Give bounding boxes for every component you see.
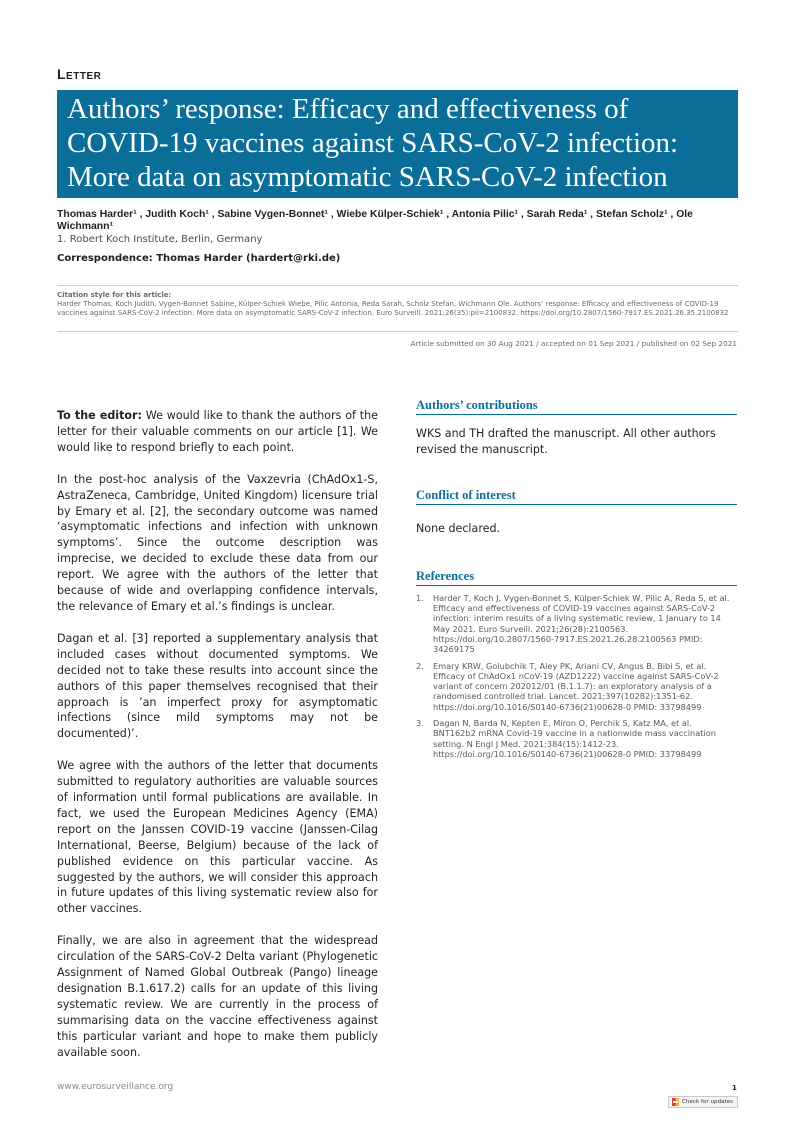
reference-list [416, 593, 737, 759]
reference-item: 2. Emary KRW, Golubchik T, Aley PK, Ariani CV, Angus B, Bibi S, et al. Efficacy of ChAdOx1 nCoV-19 (AZD1222) vaccine against SARS-CoV-2 variant of concern 202012/01 (B.1.1.7): an exploratory analysis of a randomised controlled trial. Lancet. 2021;397(10282):1351-62. https://doi.org/10.1016/S0140-6736(21)00628-0 PMID: 33798499 [416, 660, 719, 712]
article-type: Letter [57, 66, 102, 82]
reference-text[interactable]: Emary KRW, Golubchik T, Aley PK, Ariani CV, Angus B, Bibi S, et al. Efficacy of ChAdOx1 nCoV-19 (AZD1222) vaccine against SARS-CoV-2 variant of concern 202012/01 (B.1.1.7): an exploratory analysis of a randomised controlled trial. Lancet. 2021;397(10282):1351-62. https://doi.org/10.1016/S0140-6736(21)00628-0 PMID: 33798499 [433, 660, 719, 712]
affiliation: 1. Robert Koch Institute, Berlin, Germany [57, 234, 263, 245]
contributions-heading: Authors’ contributions [416, 398, 737, 415]
side-column [416, 398, 737, 765]
main-text-column [57, 408, 378, 1077]
divider-bottom [57, 331, 738, 332]
divider-top [57, 285, 738, 286]
reference-item: 1. Harder T, Koch J, Vygen-Bonnet S, Külper-Schiek W, Pilic A, Reda S, et al. Efficacy and effectiveness of COVID-19 vaccines against SARS-CoV-2 infection: interim results of a living systematic review, 1 January to 14 May 2021. Euro Surveill. 2021;26(28):2100563. https://doi.org/10.2807/1560-7917.ES.2021.26.28.2100563 PMID: 34269175 [416, 592, 730, 655]
conflict-heading: Conflict of interest [416, 488, 737, 505]
lead-in: To the editor: [57, 409, 142, 422]
footer-url[interactable]: www.eurosurveillance.org [57, 1082, 174, 1092]
contributions-text: WKS and TH drafted the manuscript. All other authors revised the manuscript. [416, 427, 716, 456]
citation-text: Harder Thomas, Koch Judith, Vygen-Bonnet Sabine, Külper-Schiek Wiebe, Pilic Antonia, Reda Sarah, Scholz Stefan, Wichmann Ole. Authors’ response: Efficacy and effectiveness of COVID-19 vaccines against SARS-CoV-2 infection: More data on asymptomatic SARS-CoV-2 infection. Euro Surveill. 2021;26(35):pii=2100832. https://doi.org/10.2807/1560-7917.ES.2021.26.35.2100832 [57, 300, 729, 318]
correspondence: Correspondence: Thomas Harder (hardert@rki.de) [57, 253, 341, 264]
check-for-updates-label: Check for updates [682, 1099, 734, 1105]
article-dates: Article submitted on 30 Aug 2021 / accepted on 01 Sep 2021 / published on 02 Sep 2021 [410, 339, 737, 348]
citation-label: Citation style for this article: [57, 291, 172, 299]
article-title: Authors’ response: Efficacy and effectiveness of COVID-19 vaccines against SARS-CoV-2 infection: More data on asymptomatic SARS-CoV-2 infection [67, 93, 679, 193]
paragraph-1-text: We would like to thank the authors of the letter for their valuable comments on our article [1]. We would like to respond briefly to each point. [57, 409, 378, 454]
paragraph-5: Finally, we are also in agreement that the widespread circulation of the SARS-CoV-2 Delta variant (Phylogenetic Assignment of Named Global Outbreak (Pango) lineage designation B.1.617.2) calls for an update of this living systematic review. We are currently in the process of summarising data on the vaccine effectiveness against this particular variant and hope to make them publicly available soon. [57, 934, 378, 1059]
author-list: Thomas Harder¹ , Judith Koch¹ , Sabine Vygen-Bonnet¹ , Wiebe Külper-Schiek¹ , Antonia Pilic¹ , Sarah Reda¹ , Stefan Scholz¹ , Ole Wichmann¹ [57, 209, 693, 232]
references-heading: References [416, 569, 737, 586]
check-for-updates-badge[interactable] [668, 1096, 738, 1108]
paragraph-1 [57, 408, 378, 456]
page-number: 1 [732, 1084, 737, 1092]
paragraph-3: Dagan et al. [3] reported a supplementary analysis that included cases without documented symptoms. We decided not to take these results into account since the authors of this paper themselves recognised that their approach is ’an imperfect proxy for asymptomatic infections (since mild symptoms may not be documented)’. [57, 631, 378, 741]
reference-text[interactable]: Harder T, Koch J, Vygen-Bonnet S, Külper-Schiek W, Pilic A, Reda S, et al. Efficacy and effectiveness of COVID-19 vaccines against SARS-CoV-2 infection: interim results of a living systematic review, 1 January to 14 May 2021. Euro Surveill. 2021;26(28):2100563. https://doi.org/10.2807/1560-7917.ES.2021.26.28.2100563 PMID: 34269175 [433, 592, 730, 655]
paragraph-4: We agree with the authors of the letter that documents submitted to regulatory authorities are valuable sources of information until formal publications are available. In fact, we used the European Medicines Agency (EMA) report on the Janssen COVID-19 vaccine (Janssen-Cilag International, Beerse, Belgium) because of the lack of published evidence on this particular vaccine. As suggested by the authors, we will consider this approach in future updates of this living systematic review also for other vaccines. [57, 759, 378, 916]
title-banner [57, 90, 738, 198]
crossmark-icon [672, 1098, 679, 1106]
paragraph-2: In the post-hoc analysis of the Vaxzevria (ChAdOx1-S, AstraZeneca, Cambridge, United Kingdom) licensure trial by Emary et al. [2], the secondary outcome was named ‘asymptomatic infections and infection with unknown symptoms’. Since the outcome description was imprecise, we decided to exclude these data from our report. We agree with the authors of the letter that because of wide and overlapping confidence intervals, the relevance of Emary et al.’s findings is unclear. [57, 472, 378, 613]
reference-item: 3. Dagan N, Barda N, Kepten E, Miron O, Perchik S, Katz MA, et al. BNT162b2 mRNA Covid-19 vaccine in a nationwide mass vaccination setting. N Engl J Med. 2021;384(15):1412-23. https://doi.org/10.1016/S0140-6736(21)00628-0 PMID: 33798499 [416, 717, 716, 759]
conflict-text: None declared. [416, 521, 501, 535]
reference-text[interactable]: Dagan N, Barda N, Kepten E, Miron O, Perchik S, Katz MA, et al. BNT162b2 mRNA Covid-19 vaccine in a nationwide mass vaccination setting. N Engl J Med. 2021;384(15):1412-23. https://doi.org/10.1016/S0140-6736(21)00628-0 PMID: 33798499 [433, 717, 716, 759]
